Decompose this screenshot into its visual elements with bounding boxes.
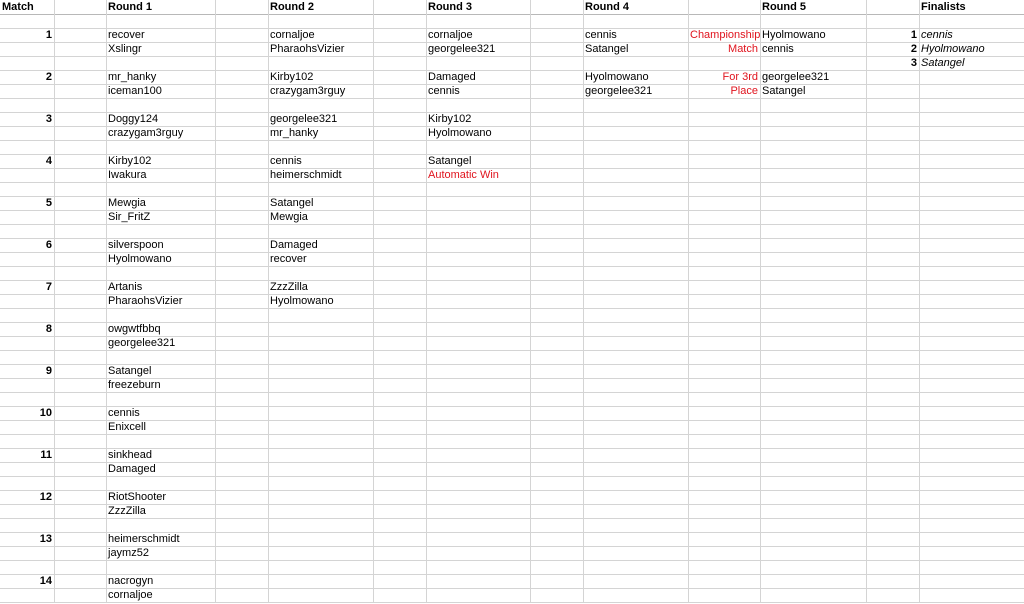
match-number[interactable]: 13 xyxy=(39,533,52,545)
round1-player[interactable]: georgelee321 xyxy=(108,337,176,349)
round1-player[interactable]: nacrogyn xyxy=(108,575,154,587)
round1-player[interactable]: jaymz52 xyxy=(108,547,149,559)
round5-player[interactable]: Satangel xyxy=(762,85,806,97)
round5-player[interactable]: Hyolmowano xyxy=(762,29,826,41)
round1-player[interactable]: Damaged xyxy=(108,463,156,475)
header-round-4[interactable]: Round 4 xyxy=(585,1,629,13)
round2-player[interactable]: cornaljoe xyxy=(270,29,315,41)
round2-player[interactable]: ZzzZilla xyxy=(270,281,308,293)
round5-player[interactable]: cennis xyxy=(762,43,794,55)
round2-player[interactable]: georgelee321 xyxy=(270,113,338,125)
round1-player[interactable]: recover xyxy=(108,29,145,41)
header-round-5[interactable]: Round 5 xyxy=(762,1,806,13)
column-gridline xyxy=(215,0,216,602)
round3-player[interactable]: cornaljoe xyxy=(428,29,473,41)
round5-label[interactable]: Match xyxy=(728,43,758,55)
finalist-rank[interactable]: 3 xyxy=(910,57,917,69)
round3-player[interactable]: Satangel xyxy=(428,155,472,167)
round1-player[interactable]: RiotShooter xyxy=(108,491,167,503)
finalist-name[interactable]: Hyolmowano xyxy=(921,43,985,55)
round2-player[interactable]: recover xyxy=(270,253,307,265)
match-number[interactable]: 11 xyxy=(40,449,52,461)
column-gridline xyxy=(54,0,55,602)
round1-player[interactable]: Kirby102 xyxy=(108,155,152,167)
round1-player[interactable]: iceman100 xyxy=(108,85,162,97)
round1-player[interactable]: Artanis xyxy=(108,281,143,293)
match-number[interactable]: 8 xyxy=(45,323,52,335)
round1-player[interactable]: sinkhead xyxy=(108,449,153,461)
round1-player[interactable]: owgwtfbbq xyxy=(108,323,161,335)
round5-player[interactable]: georgelee321 xyxy=(762,71,830,83)
column-gridline xyxy=(530,0,531,602)
round1-player[interactable]: Sir_FritZ xyxy=(108,211,151,223)
finalist-rank[interactable]: 1 xyxy=(910,29,917,41)
finalist-name[interactable]: Satangel xyxy=(921,57,965,69)
round2-player[interactable]: Damaged xyxy=(270,239,318,251)
round1-player[interactable]: Enixcell xyxy=(108,421,146,433)
round1-player[interactable]: Mewgia xyxy=(108,197,146,209)
round1-player[interactable]: Hyolmowano xyxy=(108,253,172,265)
match-number[interactable]: 10 xyxy=(39,407,52,419)
finalist-rank[interactable]: 2 xyxy=(910,43,917,55)
round5-label[interactable]: For 3rd xyxy=(722,71,758,83)
round2-player[interactable]: Mewgia xyxy=(270,211,308,223)
finalist-name[interactable]: cennis xyxy=(921,29,953,41)
header-round-2[interactable]: Round 2 xyxy=(270,1,314,13)
round3-player[interactable]: cennis xyxy=(428,85,460,97)
round1-player[interactable]: ZzzZilla xyxy=(108,505,146,517)
round2-player[interactable]: Satangel xyxy=(270,197,314,209)
match-number[interactable]: 14 xyxy=(39,575,52,587)
match-number[interactable]: 9 xyxy=(45,365,52,377)
round2-player[interactable]: PharaohsVizier xyxy=(270,43,345,55)
round1-player[interactable]: freezeburn xyxy=(108,379,161,391)
round1-player[interactable]: cornaljoe xyxy=(108,589,153,601)
column-gridline xyxy=(866,0,867,602)
round1-player[interactable]: mr_hanky xyxy=(108,71,157,83)
round3-player[interactable]: Hyolmowano xyxy=(428,127,492,139)
round1-player[interactable]: heimerschmidt xyxy=(108,533,180,545)
match-number[interactable]: 1 xyxy=(45,29,52,41)
round5-label[interactable]: Place xyxy=(730,85,758,97)
round1-player[interactable]: Doggy124 xyxy=(108,113,159,125)
header-round-3[interactable]: Round 3 xyxy=(428,1,472,13)
header-finalists[interactable]: Finalists xyxy=(921,1,966,13)
match-number[interactable]: 3 xyxy=(45,113,52,125)
round3-player[interactable]: georgelee321 xyxy=(428,43,496,55)
match-number[interactable]: 5 xyxy=(45,197,52,209)
round4-player[interactable]: georgelee321 xyxy=(585,85,653,97)
round2-player[interactable]: Kirby102 xyxy=(270,71,314,83)
round2-player[interactable]: heimerschmidt xyxy=(270,169,342,181)
round1-player[interactable]: Satangel xyxy=(108,365,152,377)
round1-player[interactable]: crazygam3rguy xyxy=(108,127,184,139)
match-number[interactable]: 4 xyxy=(45,155,52,167)
round2-player[interactable]: crazygam3rguy xyxy=(270,85,346,97)
column-gridline xyxy=(373,0,374,602)
round2-player[interactable]: cennis xyxy=(270,155,302,167)
header-round-1[interactable]: Round 1 xyxy=(108,1,152,13)
automatic-win-label[interactable]: Automatic Win xyxy=(428,169,499,181)
match-number[interactable]: 2 xyxy=(45,71,52,83)
column-gridline xyxy=(919,0,920,602)
round1-player[interactable]: silverspoon xyxy=(108,239,164,251)
round1-player[interactable]: Iwakura xyxy=(108,169,147,181)
round2-player[interactable]: mr_hanky xyxy=(270,127,319,139)
round4-player[interactable]: Hyolmowano xyxy=(585,71,649,83)
header-match[interactable]: Match xyxy=(2,1,34,13)
round3-player[interactable]: Kirby102 xyxy=(428,113,472,125)
round3-player[interactable]: Damaged xyxy=(428,71,476,83)
round4-player[interactable]: cennis xyxy=(585,29,617,41)
round5-label[interactable]: Championship xyxy=(690,29,761,41)
round1-player[interactable]: cennis xyxy=(108,407,140,419)
match-number[interactable]: 6 xyxy=(45,239,52,251)
round2-player[interactable]: Hyolmowano xyxy=(270,295,334,307)
round1-player[interactable]: Xslingr xyxy=(108,43,142,55)
round1-player[interactable]: PharaohsVizier xyxy=(108,295,183,307)
match-number[interactable]: 12 xyxy=(39,491,52,503)
match-number[interactable]: 7 xyxy=(45,281,52,293)
round4-player[interactable]: Satangel xyxy=(585,43,629,55)
